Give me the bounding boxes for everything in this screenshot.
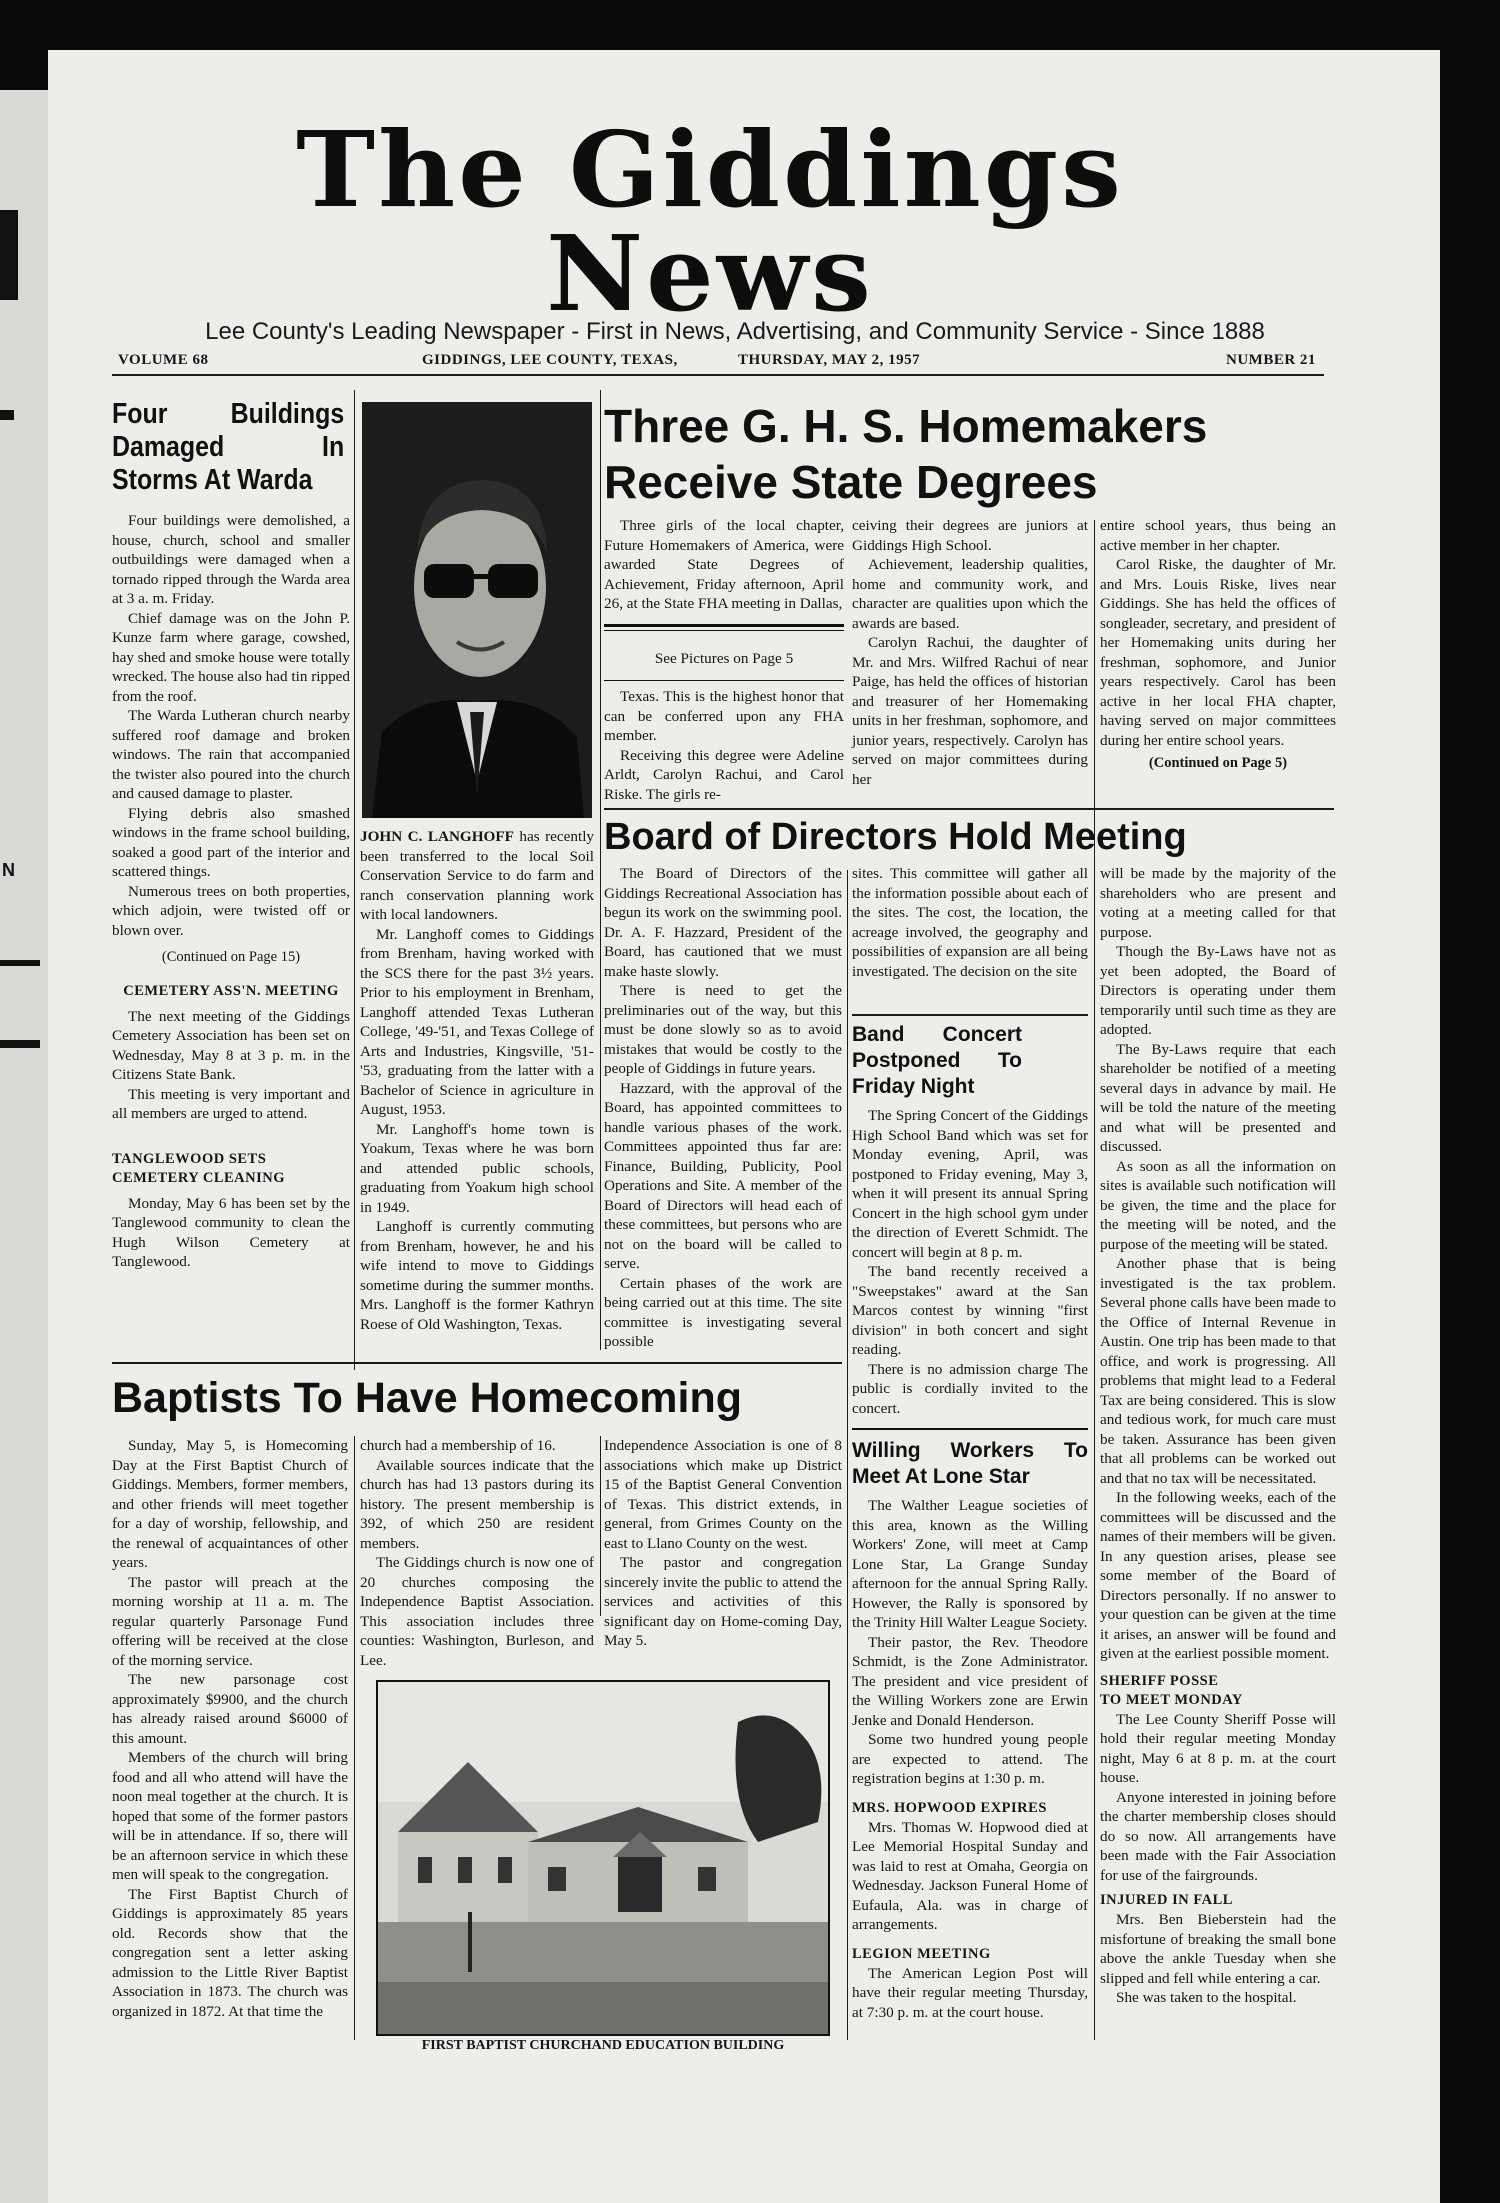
homemakers-paragraph: Achievement, leadership qualities, home and community work, and character are qualities upon which the awards are based.: [852, 556, 1088, 632]
baptists-column-2: [360, 1436, 594, 1670]
cemetery-paragraph: This meeting is very important and all members are urged to attend.: [112, 1085, 350, 1123]
church-photo-caption: FIRST BAPTIST CHURCHAND EDUCATION BUILDING: [421, 2038, 785, 2053]
posse-paragraph: Anyone interested in joining before the charter membership closes should do so now. All arrangements have been made with the Fair Association for use of the fairgrounds.: [1100, 1788, 1336, 1884]
warda-paragraph: Chief damage was on the John P. Kunze farm where garage, cowshed, hay shed and smoke house were totally wrecked. The house also had tin ripped from the roof.: [112, 609, 351, 705]
baptists-paragraph: The Giddings church is now one of 20 churches composing the Independence Baptist Association. This association includes three counties: Washington, Burleson, and Lee.: [360, 1554, 594, 1669]
tanglewood-headline-1: TANGLEWOOD SETS: [112, 1150, 267, 1167]
band-paragraph: There is no admission charge The public is cordially invited to the concert.: [852, 1360, 1088, 1417]
homemakers-column-1: [604, 516, 844, 804]
baptists-paragraph: The First Baptist Church of Giddings is approximately 85 years old. Records show that the congregation sent a letter asking admission to the Little River Baptist Association in 1873. The church was organized in 1872. At that time the: [112, 1885, 348, 2020]
homemakers-paragraph: Carolyn Rachui, the daughter of Mr. and Mrs. Wilfred Rachui of near Paige, has held the offices of historian and treasurer of her Homemaking units in her freshman, sophomore, and junior years, respectively. Carolyn has served on major committees during her: [852, 634, 1088, 788]
cemetery-headline: CEMETERY ASS'N. MEETING: [123, 982, 339, 999]
langhoff-caption-name: JOHN C. LANGHOFF: [360, 828, 514, 845]
column-rule: [847, 870, 848, 2040]
hopwood-paragraph: Mrs. Thomas W. Hopwood died at Lee Memorial Hospital Sunday and was laid to rest at Omaha, Georgia on Wednesday. Jackson Funeral Home of Eufaula, Ala. was in charge of arrangements.: [852, 1818, 1088, 1933]
box-rule: [604, 680, 844, 681]
board-paragraph: As soon as all the information on sites is available such notification will be given, the time and the place for the meeting will be noted, and the purpose of the meeting will be stated.: [1100, 1157, 1336, 1253]
posse-paragraph: The Lee County Sheriff Posse will hold their regular meeting Monday night, May 6 at 8 p. m. at the court house.: [1100, 1710, 1336, 1786]
band-paragraph: The Spring Concert of the Giddings High School Band which was set for Monday evening, April, was postponed to Friday evening, May 3, when it will present its annual Spring Concert in the high school gym under the direction of Everett Schmidt. The concert will begin at 8 p. m.: [852, 1107, 1088, 1261]
adjacent-page-edge: [0, 90, 50, 2203]
column-rule: [354, 1436, 355, 2040]
homemakers-paragraph: ceiving their degrees are juniors at Giddings High School.: [852, 517, 1088, 554]
issue-number: NUMBER 21: [1226, 352, 1316, 368]
board-paragraph: The By-Laws require that each shareholder be notified of a meeting several days in advance by mail. He will be told the nature of the meeting and what will be presented and discussed.: [1100, 1040, 1336, 1155]
board-paragraph: Hazzard, with the approval of the Board, has appointed committees to handle various phases of the work. Committees appointed thus far are: Finance, Building, Publicity, Pool Operations and Site. A member of the Board of Directors will head each of these committees, but persons who are not on the board will be called to serve.: [604, 1079, 842, 1272]
injured-paragraph: Mrs. Ben Bieberstein had the misfortune of breaking the small bone above the ankle Tuesday when she slipped and fell while entering a car.: [1100, 1911, 1336, 1987]
legion-headline: LEGION MEETING: [852, 1945, 991, 1962]
willing-paragraph: Some two hundred young people are expected to attend. The registration begins at 1:30 p. m.: [852, 1731, 1088, 1787]
homemakers-paragraph: Carol Riske, the daughter of Mr. and Mrs. Louis Riske, lives near Giddings. She has held the offices of songleader, secretary, and president of her Homemaking units during her freshman, sophomore, and Junior years respectively. Carol has been active in her local FHA chapter, having served on major committees during her entire school years.: [1100, 556, 1336, 749]
langhoff-paragraph: Langhoff is currently commuting from Brenham, however, he and his wife intend to move to Giddings sometime during the summer months. Mrs. Langhoff is the former Kathryn Roese of Old Washington, Texas.: [360, 1218, 594, 1333]
band-article: [852, 1022, 1088, 2022]
warda-continued: (Continued on Page 15): [161, 949, 301, 966]
board-column-1: [604, 864, 842, 1352]
willing-paragraph: Their pastor, the Rev. Theodore Schmidt, is the Zone Administrator. The president and vice president of the Willing Workers zone are Erwin Jenke and Donald Henderson.: [852, 1633, 1088, 1729]
langhoff-paragraph: Mr. Langhoff's home town is Yoakum, Texas where he was born and attended public schools, graduating from Yoakum high school in 1949.: [360, 1120, 594, 1216]
homemakers-headline-line-2: Receive State Degrees: [604, 456, 1098, 508]
baptists-column-3: [604, 1436, 842, 1651]
homemakers-continued: (Continued on Page 5): [1148, 755, 1288, 771]
posse-headline-2: TO MEET MONDAY: [1100, 1691, 1243, 1708]
board-column-2: [852, 864, 1088, 981]
tanglewood-headline-2: CEMETERY CLEANING: [112, 1169, 286, 1186]
edge-letter: N: [2, 860, 15, 880]
section-rule: [604, 808, 1334, 810]
column-rule: [600, 1436, 601, 1616]
homemakers-column-3: [1100, 516, 1336, 774]
homemakers-headline: [604, 398, 1334, 510]
board-paragraph: Though the By-Laws have not as yet been adopted, the Board of Directors is operating under them temporarily until such time as they are adopted.: [1100, 943, 1336, 1038]
homemakers-paragraph: entire school years, thus being an active member in her chapter.: [1100, 517, 1336, 554]
warda-article: [112, 398, 350, 1272]
baptists-paragraph: The pastor will preach at the morning worship at 11 a. m. The regular quarterly Parsonage Fund offering will be received at the close of the morning service.: [112, 1573, 348, 1669]
band-paragraph: The band recently received a "Sweepstakes" award at the San Marcos contest by winning "first division" in both concert and sight reading.: [852, 1263, 1088, 1358]
baptists-paragraph: Independence Association is one of 8 associations which make up District 15 of the Baptist General Convention of Texas. This district extends, in general, from Grimes County on the east to Llano County on the west.: [604, 1437, 842, 1552]
section-rule: [112, 1362, 842, 1364]
warda-paragraph: Flying debris also smashed windows in the frame school building, soaked a good part of the interior and scattered things.: [112, 804, 350, 881]
see-pictures-note: See Pictures on Page 5: [654, 649, 794, 667]
legion-paragraph: The American Legion Post will have their regular meeting Thursday, at 7:30 p. m. at the court house.: [852, 1964, 1088, 2021]
board-paragraph: Certain phases of the work are being carried out at this time. The site committee is investigating several possible: [604, 1274, 842, 1350]
hopwood-headline: MRS. HOPWOOD EXPIRES: [852, 1799, 1047, 1816]
baptists-paragraph: Members of the church will bring food and all who attend will have the noon meal together at the church. It is hoped that some of the former pastors will be in attendance. If so, there will be an afternoon service in which these men will speak to the congregation.: [112, 1749, 348, 1883]
board-headline: Board of Directors Hold Meeting: [604, 816, 1187, 858]
baptists-paragraph: church had a membership of 16.: [360, 1437, 556, 1454]
homemakers-column-2: [852, 516, 1088, 789]
section-rule: [852, 1428, 1088, 1430]
homemakers-paragraph: Receiving this degree were Adeline Arldt, Carolyn Rachui, and Carol Riske. The girls re-: [604, 746, 844, 803]
warda-paragraph: Four buildings were demolished, a house, church, school and smaller outbuildings were damaged when a tornado ripped through the Warda area at 3 a. m. Friday.: [112, 512, 350, 608]
langhoff-article: [360, 827, 594, 1334]
band-headline: Band Concert Postponed To Friday Night: [852, 1023, 1022, 1098]
baptists-paragraph: The pastor and congregation sincerely invite the public to attend the services and activities of this significant day on Home-coming Day, May 5.: [604, 1554, 842, 1649]
warda-paragraph: Numerous trees on both properties, which adjoin, were twisted off or blown over.: [112, 882, 350, 939]
box-rule: [604, 624, 844, 631]
baptists-column-1: [112, 1436, 348, 2021]
willing-paragraph: The Walther League societies of this area, known as the Willing Workers' Zone, will meet at Camp Lone Star, La Grange Sunday afternoon for the annual Spring Rally. However, the Rally is sponsored by the Trinity Hill Walter League Society.: [852, 1497, 1088, 1631]
cemetery-paragraph: The next meeting of the Giddings Cemetery Association has been set on Wednesday, May 8 at 3 p. m. in the Citizens State Bank.: [112, 1007, 350, 1084]
board-paragraph: Another phase that is being investigated is the tax problem. Several phone calls have been made to the Office of Internal Revenue in Austin. One trip has been made to that office, and work is progressing. All problems that might lead to a Federal Tax are being considered. This is slow and tedious work, for much care must be taken. Assurance has been given that all problems can be worked out and that no tax will be necessitated.: [1100, 1255, 1336, 1487]
volume-label: VOLUME 68: [118, 352, 209, 368]
masthead-tagline: Lee County's Leading Newspaper - First in News, Advertising, and Community Service - Since 1888: [205, 318, 1265, 345]
baptists-paragraph: Available sources indicate that the church has had 13 pastors during its history. The present membership is 392, of which 250 are resident members.: [360, 1456, 594, 1552]
homemakers-paragraph: Three girls of the local chapter, Future Homemakers of America, were awarded State Degrees of Achievement, Friday afternoon, April 26, at the State FHA meeting in Dallas,: [604, 517, 844, 612]
baptists-paragraph: The new parsonage cost approximately $9900, and the church has already raised around $6000 of this amount.: [112, 1671, 348, 1747]
baptists-paragraph: Sunday, May 5, is Homecoming Day at the First Baptist Church of Giddings. Members, former members, and other friends will meet together for a day of worship, fellowship, and the renewal of acquaintances of other years.: [112, 1437, 348, 1571]
place-label: GIDDINGS, LEE COUNTY, TEXAS,: [422, 352, 678, 368]
section-rule: [852, 1014, 1088, 1016]
posse-headline-1: SHERIFF POSSE: [1100, 1672, 1219, 1689]
date-label: THURSDAY, MAY 2, 1957: [738, 352, 921, 368]
langhoff-portrait: [362, 402, 592, 818]
langhoff-paragraph: Mr. Langhoff comes to Giddings from Brenham, having worked with the SCS there for the past 3½ years. Prior to his employment in Brenham, Langhoff attended Texas Lutheran College, '49-'51, and Texas College of Arts and Industries, Kingsville, '51-'53, graduating from the latter with a Bachelor of Science in agriculture in August, 1953.: [360, 925, 594, 1118]
column-rule: [354, 390, 355, 1370]
langhoff-paragraph: has recently been transferred to the local Soil Conservation Service to do farm and ranch conservation planning work with local landowners.: [360, 828, 595, 923]
baptists-headline: Baptists To Have Homecoming: [112, 1374, 742, 1422]
board-paragraph: In the following weeks, each of the committees will be discussed and the names of their members will be given. In any question arises, please see some member of the Board of Directors personally. If no answer to your question can be given at the time it arises, an answer will be found and given at the earliest possible moment.: [1100, 1489, 1336, 1662]
board-paragraph: sites. This committee will gather all the information possible about each of the sites. The cost, the location, the acreage involved, the geography and possibilities of expansion are all being investigated. The decision on the site: [852, 865, 1088, 980]
tanglewood-paragraph: Monday, May 6 has been set by the Tanglewood community to clean the Hugh Wilson Cemetery at Tanglewood.: [112, 1194, 350, 1271]
masthead-title: The Giddings News: [296, 108, 1124, 335]
willing-headline: Willing Workers To Meet At Lone Star: [852, 1439, 1088, 1488]
masthead-rule: [112, 374, 1324, 376]
board-column-3: [1100, 864, 1336, 2008]
board-paragraph: will be made by the majority of the shareholders who are present and voting at a meeting called for that purpose.: [1100, 865, 1336, 941]
church-photo: [376, 1680, 830, 2036]
warda-paragraph: The Warda Lutheran church nearby suffered roof damage and broken windows. The rain that accompanied the twister also poured into the church and caused damage to plaster.: [112, 707, 350, 803]
board-paragraph: There is need to get the preliminaries out of the way, but this must be done slowly so as to avoid mistakes that would be costly to the people of Giddings in future years.: [604, 982, 842, 1077]
homemakers-headline-line-1: Three G. H. S. Homemakers: [604, 400, 1208, 452]
board-paragraph: The Board of Directors of the Giddings Recreational Association has begun its work on the swimming pool. Dr. A. F. Hazzard, President of the Board, has cautioned that we must make haste slowly.: [604, 865, 842, 980]
warda-headline: Four Buildings Damaged In Storms At Warda: [112, 398, 345, 497]
injured-paragraph: She was taken to the hospital.: [1116, 1989, 1297, 2006]
column-rule: [600, 390, 601, 1350]
homemakers-paragraph: Texas. This is the highest honor that can be conferred upon any FHA member.: [604, 688, 844, 744]
column-rule: [1094, 520, 1095, 2040]
injured-headline: INJURED IN FALL: [1100, 1892, 1233, 1908]
